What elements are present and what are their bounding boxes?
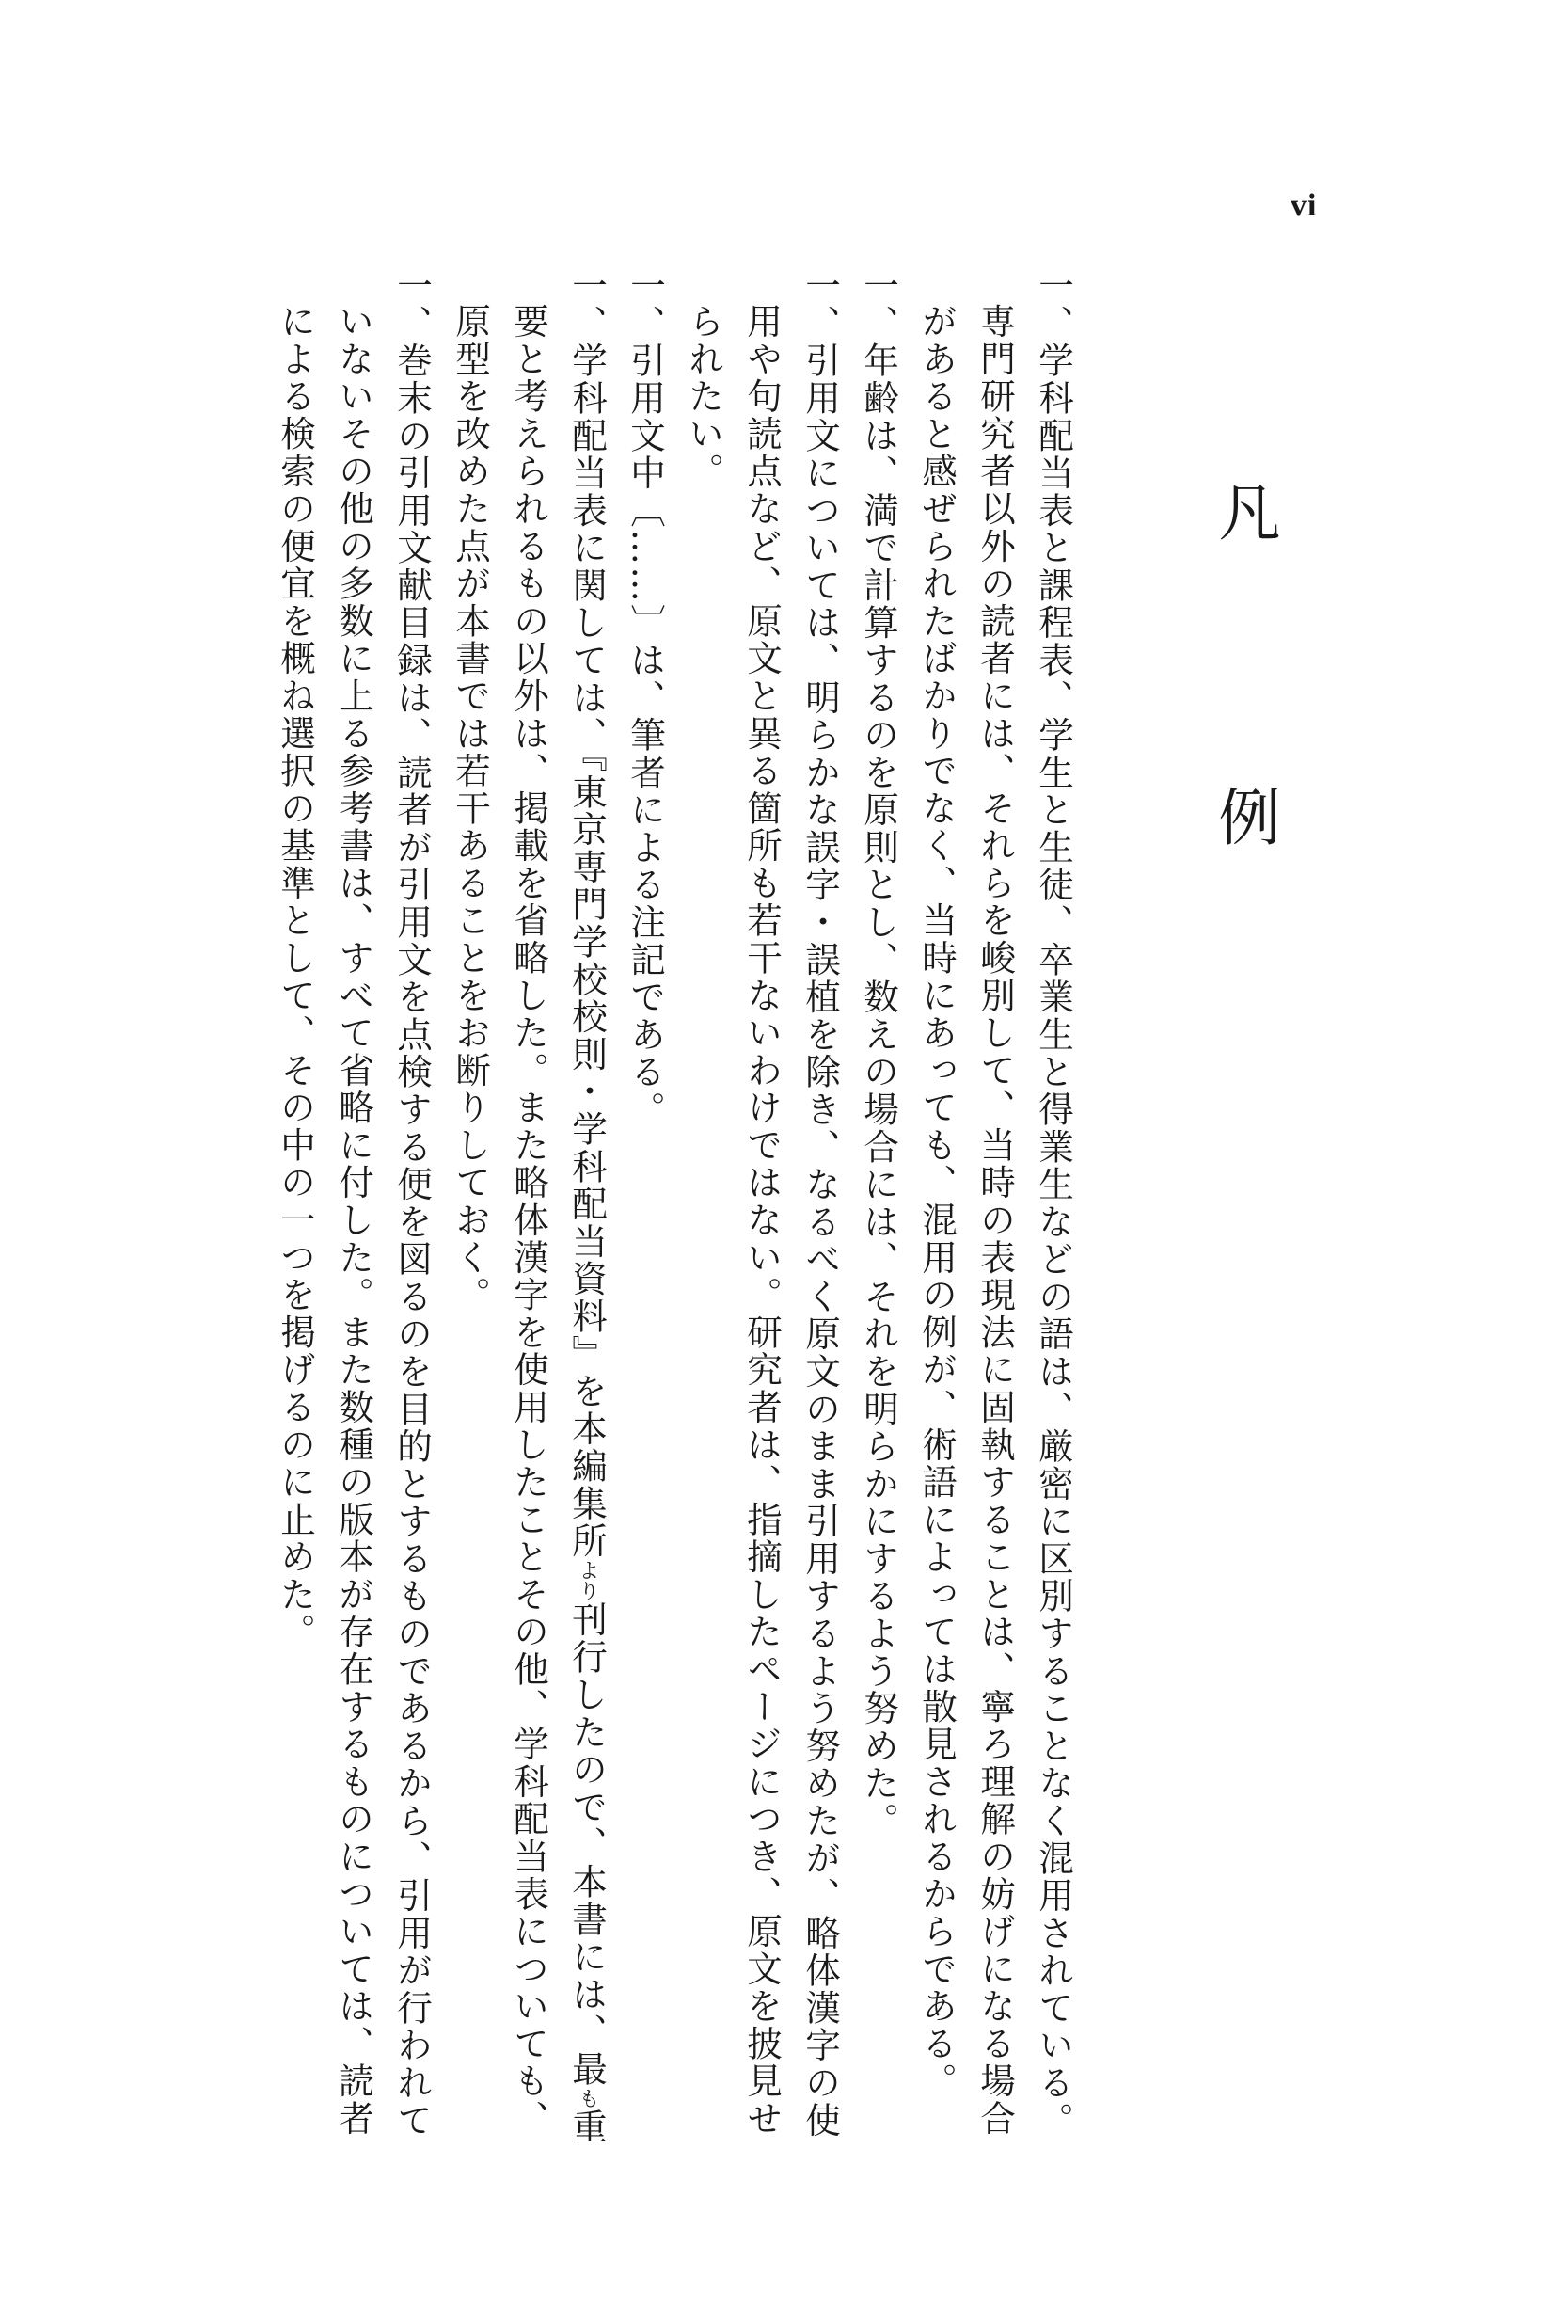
note-text: 学科配当表と課程表、学生と生徒、卒業生と得業生などの語は、厳密に区別することなく混用されている。専門研究者以外の読者には、それらを峻別して、当時の表現法に固執することは、寧ろ理解の妨げになる場合があると感ぜられたばかりでなく、当時にあっても、混用の例が、術語によっては散見されるからである。 [916, 303, 1074, 2140]
note-item [441, 267, 616, 2149]
notes-list [266, 267, 1083, 2149]
note-text: 引用文については、明らかな誤字・誤植を除き、なるべく原文のまま引用するよう努めたが、略体漢字の使用や句読点など、原文と異る箇所も若干ないわけではない。研究者は、指摘したページにつき、原文を披見せられたい。 [683, 303, 841, 2140]
page-title: 凡 例 [1208, 480, 1280, 937]
note-item [849, 267, 908, 2149]
note-text: 刊行したので、本書には、最 [566, 1600, 608, 2089]
note-marker: 一、 [800, 267, 841, 342]
note-small-kana: より [576, 1559, 599, 1601]
note-marker: 一、 [1033, 267, 1074, 342]
note-item [616, 267, 674, 2149]
note-item [908, 267, 1083, 2149]
note-text: 年齢は、満で計算するのを原則とし、数えの場合には、それを明らかにするよう努めた。 [858, 342, 899, 1840]
note-marker: 一、 [625, 267, 666, 342]
note-text: 引用文中〔……〕は、筆者による注記である。 [625, 342, 666, 1129]
note-item [266, 267, 441, 2149]
note-text: 重要と考えられるもの以外は、掲載を省略した。また略体漢字を使用したことその他、学科配当表についても、原型を改めた点が本書では若干あることをお断りしておく。 [450, 303, 608, 2146]
note-item [674, 267, 849, 2149]
note-marker: 一、 [391, 267, 433, 342]
note-text: 巻末の引用文献目録は、読者が引用文を点検する便を図るのを目的とするものであるから、引用が行われていないその他の多数に上る参考書は、すべて省略に付した。また数種の版本が存在するものについては、読者による検索の便宜を概ね選択の基準として、その中の一つを掲げるのに止めた。 [275, 303, 433, 2140]
note-small-kana: も [576, 2088, 599, 2109]
note-marker: 一、 [858, 267, 899, 342]
page-number: vi [1291, 188, 1318, 223]
note-marker: 一、 [566, 267, 608, 342]
note-text: 学科配当表に関しては、『東京専門学校校則・学科配当資料』を本編集所 [566, 342, 608, 1560]
